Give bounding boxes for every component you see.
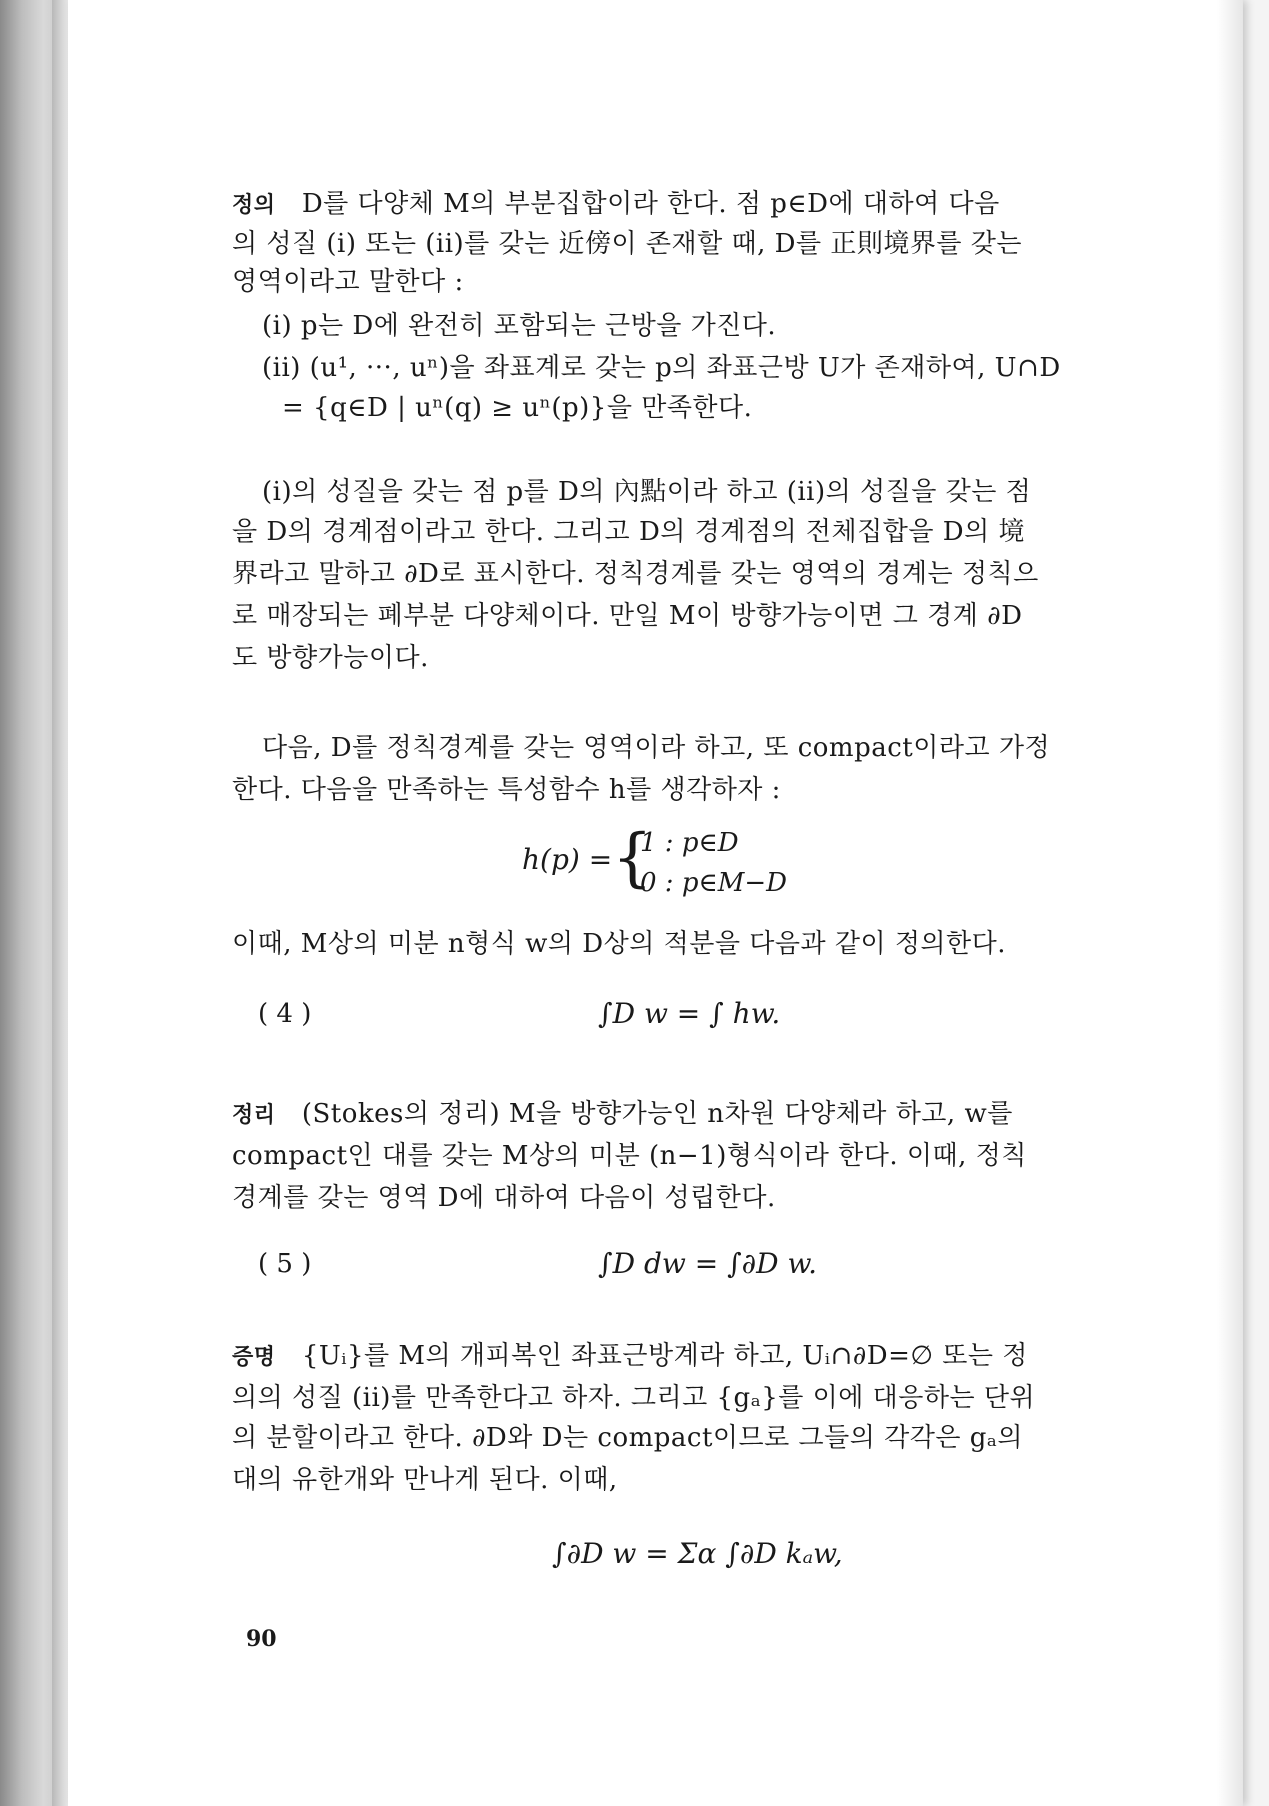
paragraph1-line-3: 界라고 말하고 ∂D로 표시한다. 정칙경계를 갖는 영역의 경계는 정칙으 (232, 559, 1039, 589)
equation-4-number: ( 4 ) (258, 999, 312, 1029)
equation-5: ∫D dw = ∫∂D w. (598, 1247, 818, 1280)
definition-line-1 (232, 186, 1000, 224)
paragraph1-line-1: (i)의 성질을 갖는 점 p를 D의 內點이라 하고 (ii)의 성질을 갖는 점 (262, 477, 1032, 507)
proof-line-3: 의 분할이라고 한다. ∂D와 D는 compact이므로 그들의 각각은 gₐ의 (232, 1423, 1024, 1453)
theorem-text-1: (Stokes의 정리) M을 방향가능인 n차원 다양체라 하고, w를 (301, 1099, 1013, 1129)
definition-line-3: 영역이라고 말한다 : (232, 267, 464, 297)
proof-line-2: 의의 성질 (ii)를 만족한다고 하자. 그리고 {gₐ}를 이에 대응하는 단위 (232, 1383, 1036, 1413)
definition-text-1: D를 다양체 M의 부분집합이라 한다. 점 p∈D에 대하여 다음 (301, 189, 1000, 219)
cases-brace: { (612, 821, 653, 895)
paragraph2-line-2: 한다. 다음을 만족하는 특성함수 h를 생각하자 : (232, 775, 781, 805)
page-edge-shadow (1217, 0, 1243, 1806)
theorem-line-1 (232, 1096, 1013, 1134)
definition-item-2b: = {q∈D | uⁿ(q) ≥ uⁿ(p)}을 만족한다. (282, 393, 753, 423)
paragraph2-line-1: 다음, D를 정칙경계를 갖는 영역이라 하고, 또 compact이라고 가정 (262, 733, 1051, 763)
case-2: 0 : p∈M−D (640, 868, 787, 898)
definition-item-2a: (ii) (u¹, ···, uⁿ)을 좌표계로 갖는 p의 좌표근방 U가 존재하여, U∩D (262, 353, 1061, 383)
proof-label: 증명 (232, 1345, 276, 1370)
paragraph1-line-2: 을 D의 경계점이라고 한다. 그리고 D의 경계점의 전체집합을 D의 境 (232, 517, 1025, 547)
case-1: 1 : p∈D (640, 828, 739, 858)
definition-label: 정의 (232, 193, 276, 218)
paragraph1-line-5: 도 방향가능이다. (232, 643, 429, 673)
theorem-line-3: 경계를 갖는 영역 D에 대하여 다음이 성립한다. (232, 1183, 776, 1213)
paragraph1-line-4: 로 매장되는 폐부분 다양체이다. 만일 M이 방향가능이면 그 경계 ∂D (232, 601, 1023, 631)
characteristic-function-lhs: h(p) = (522, 843, 613, 876)
definition-line-2: 의 성질 (i) 또는 (ii)를 갖는 近傍이 존재할 때, D를 正則境界를 갖는 (232, 229, 1023, 259)
theorem-label: 정리 (232, 1103, 276, 1128)
equation-4: ∫D w = ∫ hw. (598, 997, 781, 1030)
definition-item-1: (i) p는 D에 완전히 포함되는 근방을 가진다. (262, 311, 777, 341)
proof-text-1: {Uᵢ}를 M의 개피복인 좌표근방계라 하고, Uᵢ∩∂D=∅ 또는 정 (301, 1341, 1028, 1371)
paragraph2-line-3: 이때, M상의 미분 n형식 w의 D상의 적분을 다음과 같이 정의한다. (232, 929, 1007, 959)
page-number: 90 (246, 1626, 277, 1652)
proof-line-1 (232, 1338, 1028, 1376)
theorem-line-2: compact인 대를 갖는 M상의 미분 (n−1)형식이라 한다. 이때, 정칙 (232, 1141, 1027, 1171)
proof-line-4: 대의 유한개와 만나게 된다. 이때, (232, 1465, 618, 1495)
equation-5-number: ( 5 ) (258, 1249, 312, 1279)
proof-equation: ∫∂D w = Σα ∫∂D kₐw, (552, 1537, 843, 1570)
